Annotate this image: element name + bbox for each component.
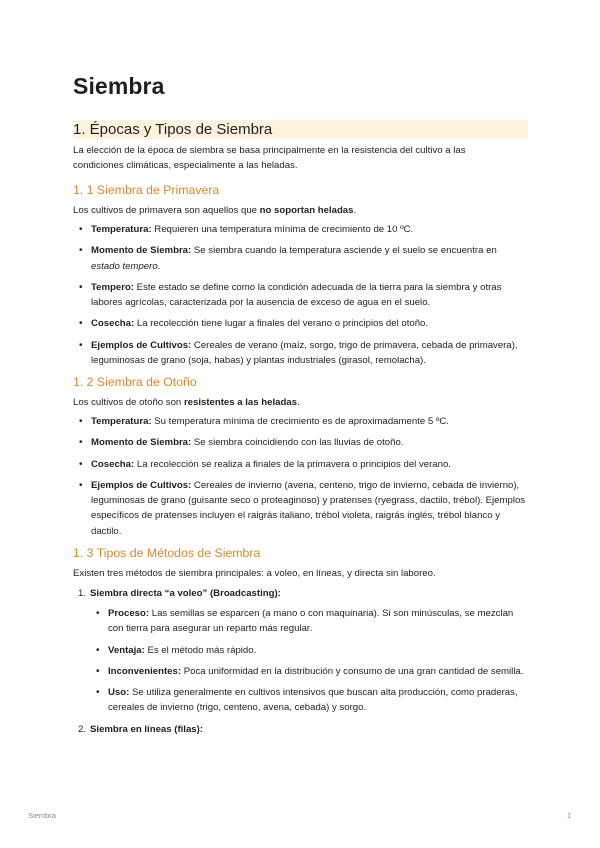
metodos-intro: Existen tres métodos de siembra principales: a voleo, en líneas, y directa sin laboreo. [73, 568, 436, 579]
list-item: • Inconvenientes: Poca uniformidad en la distribución y consumo de una gran cantidad de semilla. [90, 664, 528, 679]
method-item [73, 722, 528, 737]
otono-intro: Los cultivos de otoño son resistentes a las heladas. [73, 397, 300, 408]
list-item: • Uso: Se utiliza generalmente en cultivos intensivos que buscan alta producción, como praderas, cereales de invierno (trigo, centeno, avena, cebada) y sorgo. [90, 685, 528, 716]
primavera-intro: Los cultivos de primavera son aquellos que no soportan heladas. [73, 205, 357, 216]
list-item: • Proceso: Las semillas se esparcen (a mano o con maquinaria). Si son minúsculas, se mezclan con tierra para asegurar un reparto más regular. [90, 606, 528, 637]
list-item: • Temperatura: Requieren una temperatura mínima de crecimiento de 10 ºC. [73, 222, 528, 237]
list-item: • Temperatura: Su temperatura mínima de crecimiento es de aproximadamente 5 ºC. [73, 414, 528, 429]
subsection-heading-metodos: 1. 3 Tipos de Métodos de Siembra [73, 546, 261, 560]
primavera-list [73, 222, 528, 374]
list-item: • Momento de Siembra: Se siembra cuando la temperatura asciende y el suelo se encuentra en estado tempero. [73, 243, 528, 274]
method-label: Siembra directa “a voleo” (Broadcasting): [90, 588, 281, 599]
list-item: • Cosecha: La recolección se realiza a finales de la primavera o principios del verano. [73, 457, 528, 472]
metodos-list [73, 586, 528, 737]
list-item: • Cosecha: La recolección tiene lugar a finales del verano o principios del otoño. [73, 316, 528, 331]
subsection-heading-otono: 1. 2 Siembra de Otoño [73, 375, 197, 389]
footer-page-number: 1 [567, 811, 572, 820]
list-item: • Ejemplos de Cultivos: Cereales de invierno (avena, centeno, trigo de invierno, cebada de invierno), leguminosas de grano (guisante seco o proteaginoso) y pratenses (ryegrass, dactilo, trébol). Ejemplos específicos de pratenses incluyen el raigrás italiano, trébol violeta, raigrás inglés, trébol blanco y dactilo. [73, 478, 528, 539]
section-intro: La elección de la época de siembra se basa principalmente en la resistencia del cultivo a las condiciones climáticas, especialmente a las heladas. [73, 145, 466, 171]
method-number: 1. [78, 588, 87, 599]
subsection-heading-primavera: 1. 1 Siembra de Primavera [73, 183, 220, 197]
footer-title: Siembra [28, 811, 56, 820]
otono-list [73, 414, 528, 545]
section-heading [73, 120, 528, 139]
list-item: • Ventaja: Es el método más rápido. [90, 643, 528, 658]
list-item: • Tempero: Este estado se define como la condición adecuada de la tierra para la siembra y otras labores agrícolas, caracterizada por la ausencia de exceso de agua en el suelo. [73, 280, 528, 311]
list-item: • Ejemplos de Cultivos: Cereales de verano (maíz, sorgo, trigo de primavera, cebada de primavera), leguminosas de grano (soja, habas) y plantas industriales (girasol, remolacha). [73, 338, 528, 369]
section-heading-text: 1. Épocas y Tipos de Siembra [73, 121, 273, 138]
method-item [73, 586, 528, 716]
method-number: 2. [78, 723, 87, 735]
list-item: • Momento de Siembra: Se siembra coincidiendo con las lluvias de otoño. [73, 435, 528, 450]
method-label: Siembra en líneas (filas): [90, 723, 204, 735]
method-sublist [90, 606, 528, 716]
page-title: Siembra [73, 73, 165, 99]
